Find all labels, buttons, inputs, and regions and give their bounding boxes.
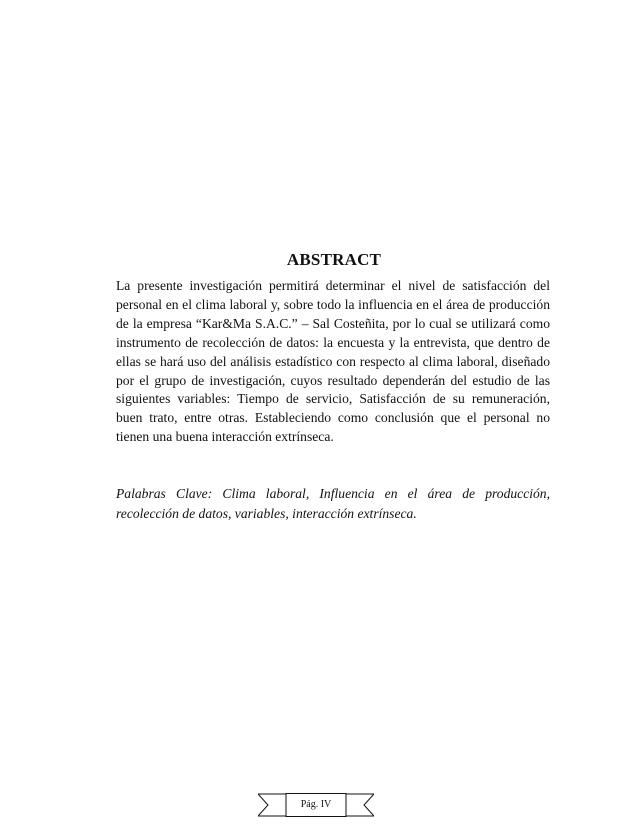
keywords-paragraph: Palabras Clave: Clima laboral, Influencia en el área de producción, recolección de datos, variables, interacción extrínseca.	[116, 486, 550, 521]
page-footer	[258, 793, 374, 817]
page-number: Pág. IV	[300, 799, 332, 810]
abstract-heading: ABSTRACT	[286, 250, 382, 269]
abstract-paragraph: La presente investigación permitirá determinar el nivel de satisfacción del personal en el clima laboral y, sobre todo la influencia en el área de producción de la empresa “Kar&Ma S.A.C.” – Sal Costeñita, por lo cual se utilizará como instrumento de recolección de datos: la encuesta y la entrevista, que dentro de ellas se hará uso del análisis estadístico con respecto al clima laboral, diseñado por el grupo de investigación, cuyos resultado dependerán del estudio de las siguientes variables: Tiempo de servicio, Satisfacción de su remuneración, buen trato, entre otras. Estableciendo como conclusión que el personal no tienen una buena interacción extrínseca.	[116, 278, 550, 445]
